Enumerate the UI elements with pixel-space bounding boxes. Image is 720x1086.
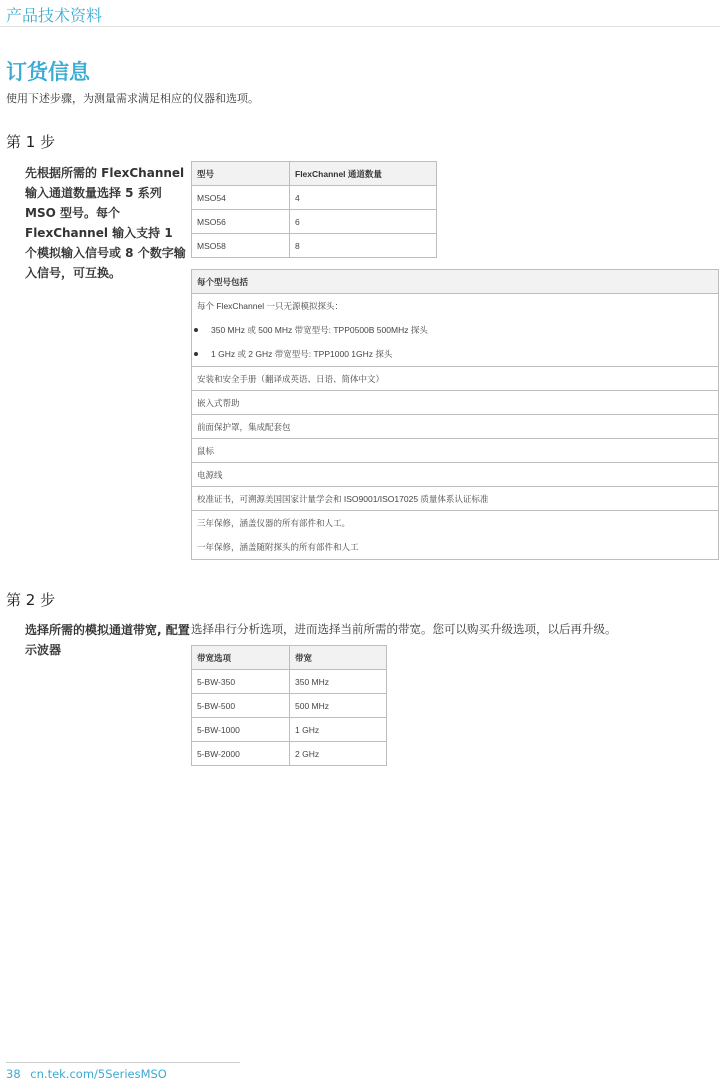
- probe-intro: 每个 FlexChannel 一只无源模拟探头：: [197, 301, 343, 311]
- table-cell: 5-BW-350: [192, 670, 290, 694]
- table-cell: 1 GHz: [290, 718, 387, 742]
- bandwidth-table: [191, 645, 387, 766]
- table-row: [192, 294, 719, 367]
- table-row: [192, 367, 719, 391]
- table-cell: MSO54: [192, 186, 290, 210]
- intro-text: 使用下述步骤，为测量需求满足相应的仪器和选项。: [6, 92, 259, 105]
- table-row: [192, 694, 387, 718]
- table-cell: 5-BW-500: [192, 694, 290, 718]
- table-cell: 前面保护罩，集成配套包: [192, 415, 719, 439]
- page-footer: [6, 1067, 167, 1081]
- models-table: [191, 161, 437, 258]
- table-cell: 安装和安全手册（翻译成英语、日语、简体中文）: [192, 367, 719, 391]
- table-cell: MSO58: [192, 234, 290, 258]
- table-row: [192, 415, 719, 439]
- page-number: 38: [6, 1067, 21, 1081]
- step2-lead: 选择所需的模拟通道带宽, 配置示波器: [25, 623, 190, 657]
- table-row: [192, 718, 387, 742]
- table-row: [192, 511, 719, 560]
- table-cell: 2 GHz: [290, 742, 387, 766]
- header-divider: [0, 26, 720, 27]
- includes-table: [191, 269, 719, 560]
- table-cell: 嵌入式帮助: [192, 391, 719, 415]
- warranty-line: 一年保修，涵盖随附探头的所有部件和人工: [197, 542, 359, 552]
- table-header-cell: 带宽: [290, 646, 387, 670]
- warranty-cell: [192, 511, 719, 560]
- table-cell: 6: [290, 210, 437, 234]
- table-row: [192, 670, 387, 694]
- table-row: [192, 186, 437, 210]
- table-header-row: [192, 270, 719, 294]
- table-cell: 8: [290, 234, 437, 258]
- step1-heading: 第 1 步: [6, 133, 56, 151]
- table-cell: 5-BW-2000: [192, 742, 290, 766]
- table-cell: 电源线: [192, 463, 719, 487]
- table-cell: 350 MHz: [290, 670, 387, 694]
- list-item: 350 MHz 或 500 MHz 带宽型号: TPP0500B 500MHz 探头: [192, 318, 718, 342]
- table-header-cell: 型号: [192, 162, 290, 186]
- table-row: [192, 463, 719, 487]
- step2-description: 选择串行分析选项，进而选择当前所需的带宽。您可以购买升级选项，以后再升级。: [191, 622, 617, 636]
- warranty-line: 三年保修，涵盖仪器的所有部件和人工。: [197, 518, 351, 528]
- table-row: [192, 742, 387, 766]
- table-cell: 鼠标: [192, 439, 719, 463]
- table-header-cell: 每个型号包括: [192, 270, 719, 294]
- table-row: [192, 439, 719, 463]
- table-cell: 5-BW-1000: [192, 718, 290, 742]
- table-row: [192, 391, 719, 415]
- table-row: [192, 234, 437, 258]
- table-cell: 500 MHz: [290, 694, 387, 718]
- table-cell: 校准证书，可溯源美国国家计量学会和 ISO9001/ISO17025 质量体系认证标准: [192, 487, 719, 511]
- step2-heading: 第 2 步: [6, 591, 56, 609]
- table-header-cell: 带宽选项: [192, 646, 290, 670]
- table-row: [192, 487, 719, 511]
- table-header-row: [192, 162, 437, 186]
- page-title: 订货信息: [6, 60, 90, 84]
- footer-url[interactable]: cn.tek.com/5SeriesMSO: [30, 1067, 167, 1081]
- doc-header: 产品技术资料: [6, 6, 103, 25]
- probe-cell: [192, 294, 719, 367]
- table-cell: 4: [290, 186, 437, 210]
- footer-divider: [6, 1062, 240, 1063]
- table-header-row: [192, 646, 387, 670]
- list-item: 1 GHz 或 2 GHz 带宽型号: TPP1000 1GHz 探头: [192, 342, 718, 366]
- table-header-cell: FlexChannel 通道数量: [290, 162, 437, 186]
- step1-lead: 先根据所需的 FlexChannel 输入通道数量选择 5 系列 MSO 型号。每个 FlexChannel 输入支持 1 个模拟输入信号或 8 个数字输入信号，可互换。: [25, 166, 186, 280]
- table-row: [192, 210, 437, 234]
- table-cell: MSO56: [192, 210, 290, 234]
